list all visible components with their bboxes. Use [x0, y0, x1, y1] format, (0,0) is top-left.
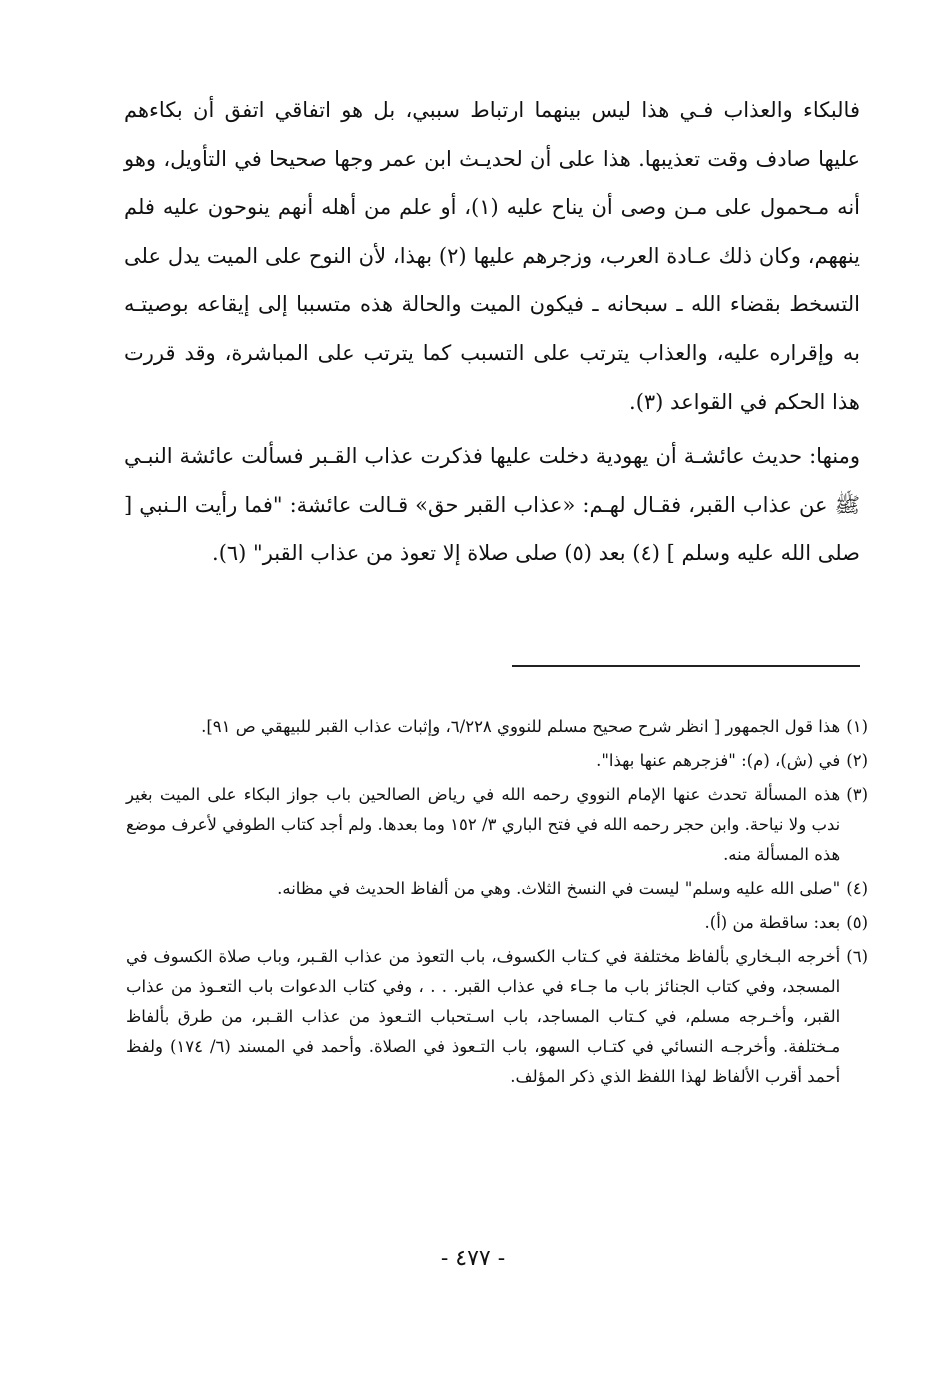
page-number: - ٤٧٧ - [440, 1246, 506, 1271]
footnote-6 [126, 942, 868, 1092]
footnote-number: (٢) [846, 751, 868, 770]
footnote-1 [126, 712, 868, 742]
footnote-text: بعد: ساقطة من (أ). [704, 913, 841, 932]
footnote-4 [126, 874, 868, 904]
footnote-5 [126, 908, 868, 938]
footnote-text: أخرجه البـخاري بألفاظ مختلفة في كـتاب الكسوف، باب التعوذ من عذاب القـبر، وباب صلاة الكسوف في المسجد، وفي كتاب الجنائز باب ما جـاء في عذاب القبر. . . ، وفي كتاب الدعوات باب التعـوذ من عذاب القبر، وأخـرجه مسلم، في كـتاب المساجد، باب اسـتحباب التـعوذ من عذاب القـبر، من طرق بألفاظ مـختلفة. وأخرجـه النسائي في كتـاب السهو، باب التـعوذ في الصلاة. وأحمد في المسند (٦/ ١٧٤) ولفظ أحمد أقرب الألفاظ لهذا اللفظ الذي ذكر المؤلف. [126, 947, 841, 1086]
footnote-text: "صلى الله عليه وسلم" ليست في النسخ الثلاث. وهي من ألفاظ الحديث في مظانه. [277, 879, 841, 898]
footnote-number: (٤) [846, 879, 868, 898]
footnote-separator [512, 665, 860, 667]
footnote-number: (٥) [846, 913, 868, 932]
paragraph: ومنها: حديث عائشـة أن يهودية دخلت عليها فذكرت عذاب القـبر فسألت عائشة النبـي ﷺ عن عذاب القبر، فقـال لهـم: «عذاب القبر حق» قـالت عائشة: "فما رأيت الـنبي [ صلى الله عليه وسلم ] (٤) بعد (٥) صلى صلاة إلا تعوذ من عذاب القبر" (٦). [124, 444, 860, 566]
footnote-text: هذه المسألة تحدث عنها الإمام النووي رحمه الله في رياض الصالحين باب جواز البكاء على الميت بغير ندب ولا نياحة. وابن حجر رحمه الله في فتح الباري ٣/ ١٥٢ وما بعدها. ولم أجد كتاب الطوفي لأعرف موضع هذه المسألة منه. [126, 785, 841, 864]
footnote-text: في (ش)، (م): "فزجرهم عنها بهذا". [596, 751, 841, 770]
footnote-number: (٦) [846, 947, 868, 966]
footnote-3 [126, 780, 868, 870]
main-text [124, 86, 860, 578]
footnote-number: (٣) [846, 785, 868, 804]
footnote-text: هذا قول الجمهور [ انظر شرح صحيح مسلم للنووي ٦/٢٢٨، وإثبات عذاب القبر للبيهقي ص ٩١]. [201, 717, 841, 736]
footnote-2 [126, 746, 868, 776]
footnote-number: (١) [846, 717, 868, 736]
footnotes [126, 712, 868, 1092]
paragraph: فالبكاء والعذاب فـي هذا ليس بينهما ارتباط سببي، بل هو اتفاقي اتفق أن بكاءهم عليها صادف وقت تعذيبها. هذا على أن لحديـث ابن عمر وجها صحيحا في التأويل، وهو أنه مـحمول على مـن وصى أن يناح عليه (١)، أو علم من أهله أنهم ينوحون عليه فلم ينههم، وكان ذلك عـادة العرب، وزجرهم عليها (٢) بهذا، لأن النوح على الميت يدل على التسخط بقضاء الله ـ سبحانه ـ فيكون الميت والحالة هذه متسببا إلى إيقاعه بوصيتـه به وإقراره عليه، والعذاب يترتب على التسبب كما يترتب على المباشرة، وقد قررت هذا الحكم في القواعد (٣). [124, 98, 861, 414]
